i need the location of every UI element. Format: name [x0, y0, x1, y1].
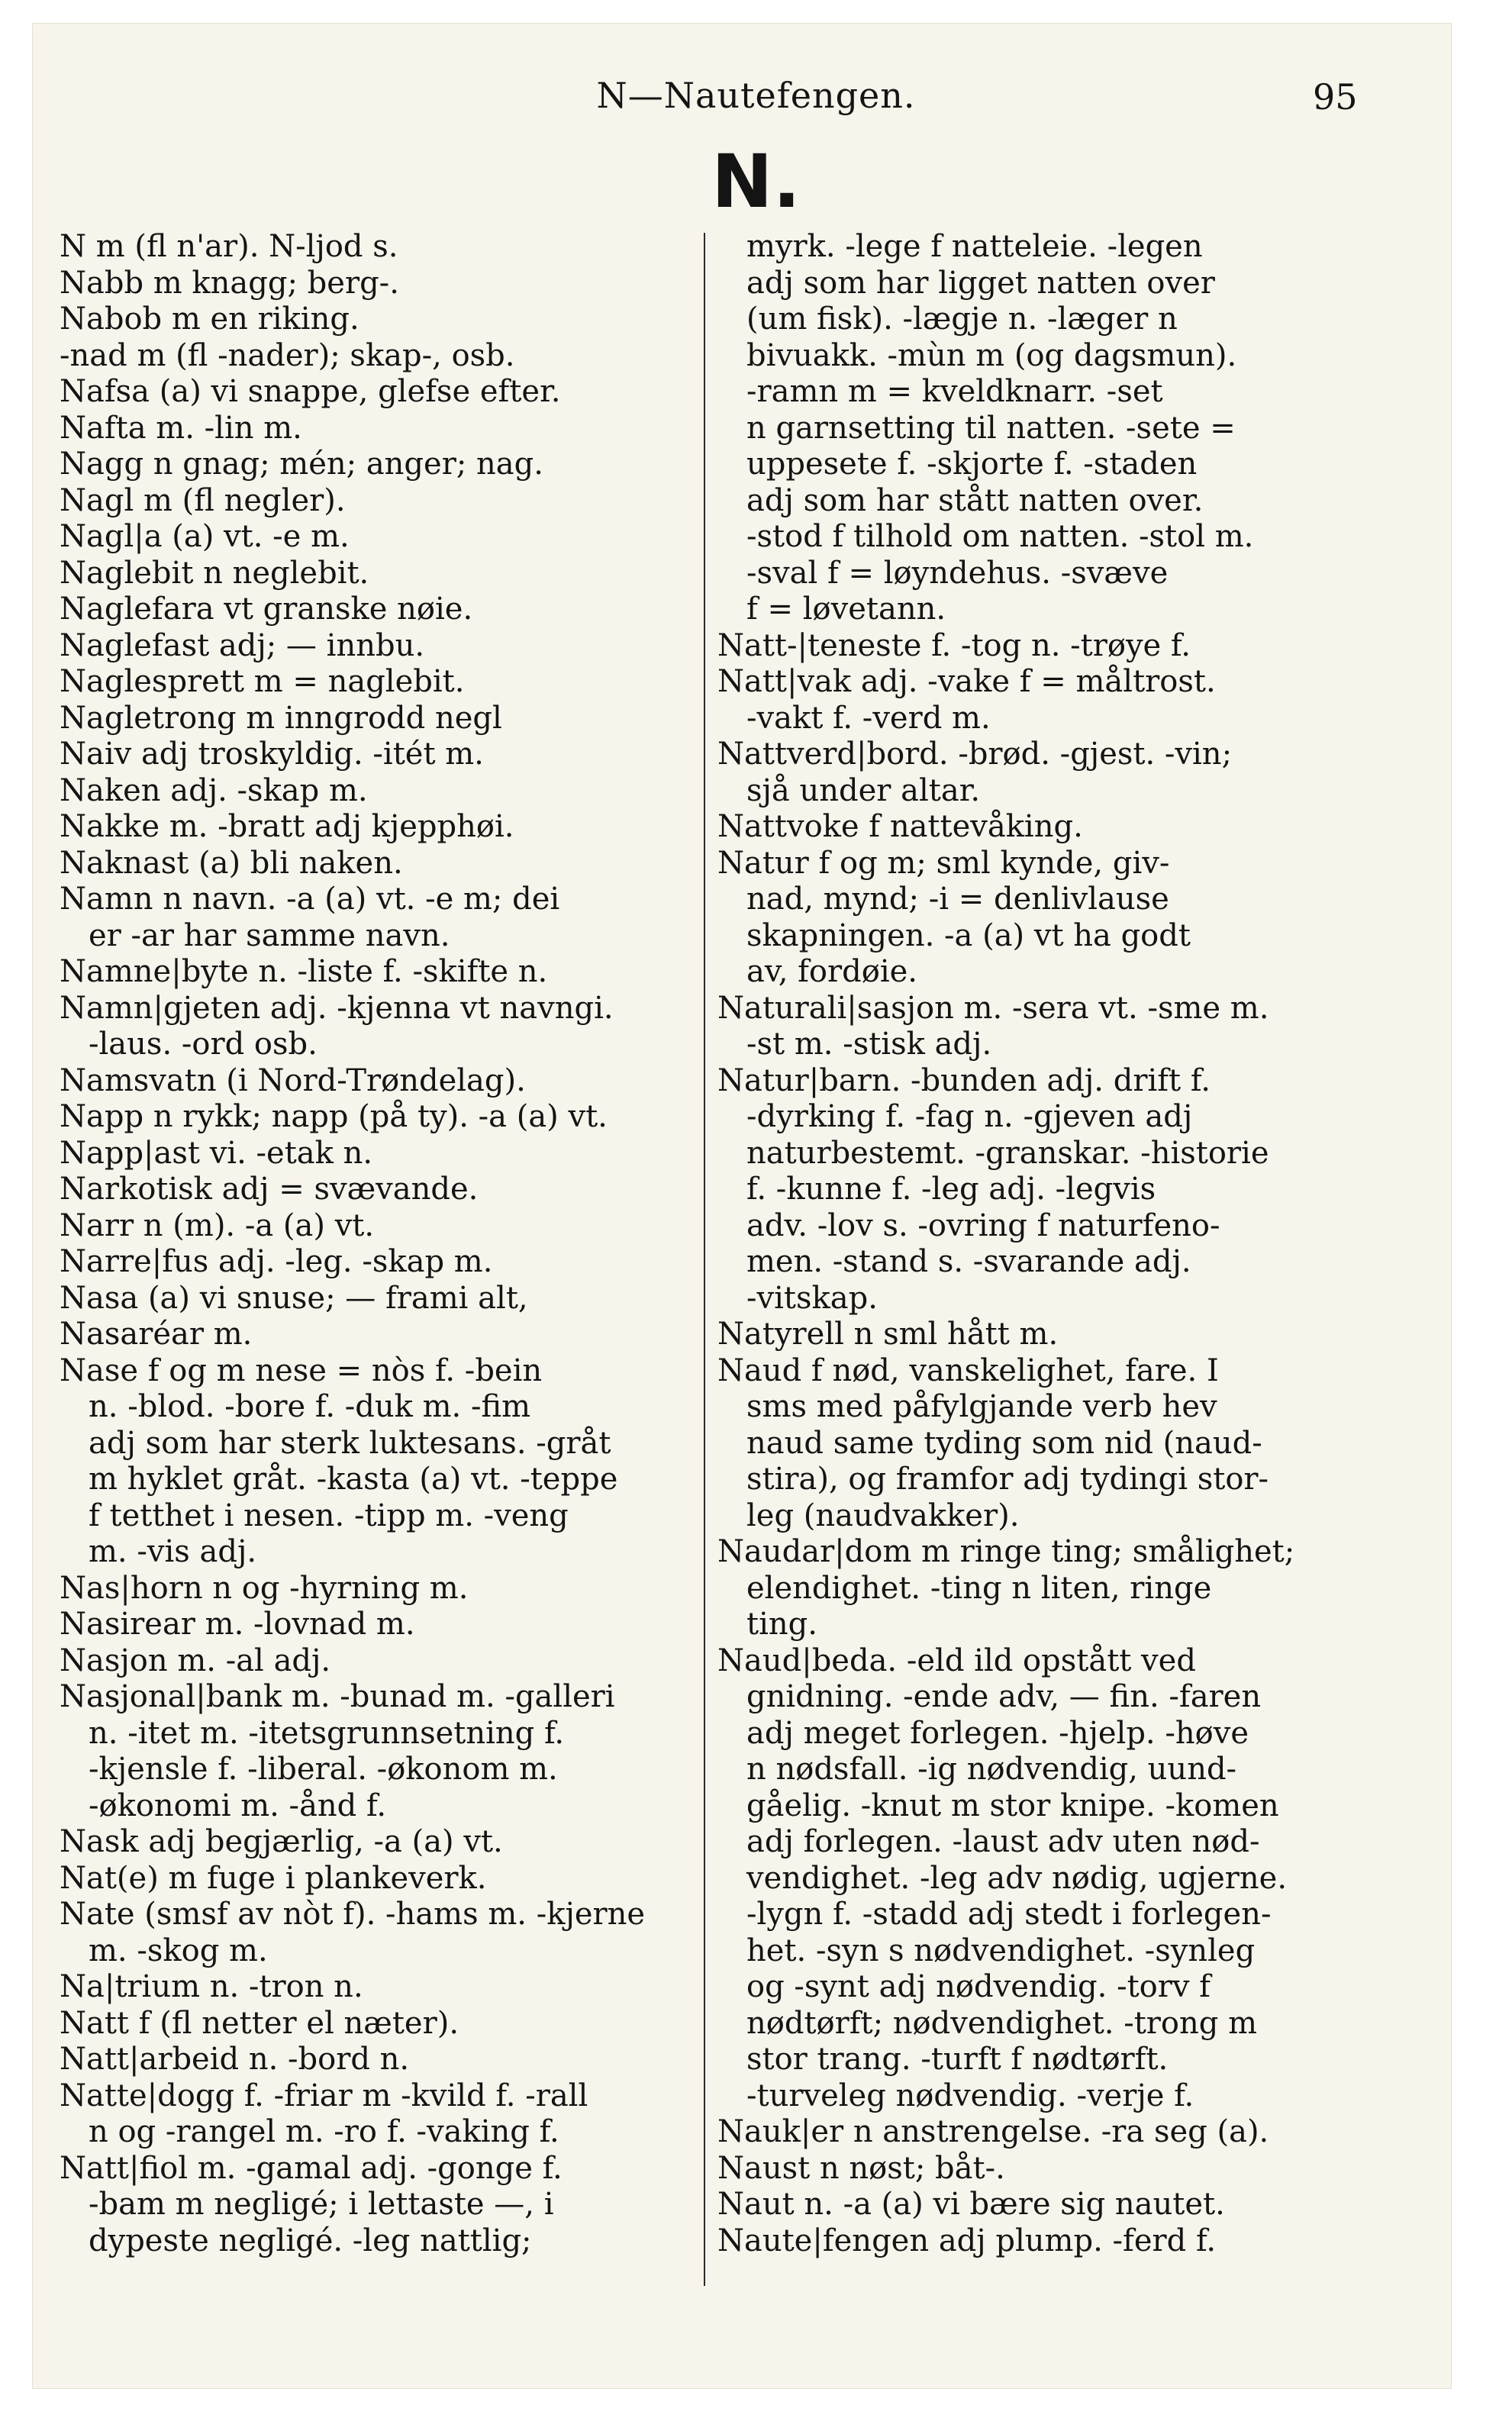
section-letter: N.	[711, 139, 801, 224]
dictionary-line: n nødsfall. -ig nødvendig, uund-	[746, 1752, 1237, 1787]
dictionary-line: sms med påfylgjande verb hev	[746, 1389, 1217, 1424]
page-number: 95	[1313, 76, 1358, 118]
dictionary-line: Naglefast adj; — innbu.	[60, 627, 425, 663]
dictionary-line: Nakke m. -bratt adj kjepphøi.	[60, 809, 514, 844]
dictionary-line: gnidning. -ende adv, — fin. -faren	[746, 1679, 1262, 1714]
dictionary-line: Nas|horn n og -hyrning m.	[60, 1570, 469, 1606]
right-column	[717, 229, 1359, 2259]
dictionary-line: Namne|byte n. -liste f. -skifte n.	[60, 954, 548, 989]
dictionary-line: Naud f nød, vanskelighet, fare. I	[717, 1352, 1219, 1388]
dictionary-line: n garnsetting til natten. -sete =	[746, 410, 1236, 446]
dictionary-line: naturbestemt. -granskar. -historie	[746, 1135, 1269, 1171]
dictionary-line: Nat(e) m fuge i plankeverk.	[60, 1860, 487, 1896]
dictionary-line: adj som har ligget natten over	[746, 265, 1215, 301]
dictionary-line: -dyrking f. -fag n. -gjeven adj	[746, 1099, 1193, 1134]
dictionary-line: Naken adj. -skap m.	[60, 772, 368, 808]
dictionary-line: -nad m (fl -nader); skap-, osb.	[60, 337, 515, 373]
dictionary-line: -turveleg nødvendig. -verje f.	[746, 2078, 1194, 2113]
dictionary-line: Namn|gjeten adj. -kjenna vt navngi.	[60, 990, 614, 1026]
dictionary-line: er -ar har samme navn.	[89, 917, 450, 953]
dictionary-line: Nabob m en riking.	[60, 301, 359, 337]
dictionary-line: Naute|fengen adj plump. -ferd f.	[717, 2223, 1217, 2258]
dictionary-line: m. -skog m.	[89, 1933, 268, 1968]
dictionary-line: Napp n rykk; napp (på ty). -a (a) vt.	[60, 1099, 608, 1134]
dictionary-line: -st m. -stisk adj.	[746, 1027, 992, 1062]
dictionary-line: Naiv adj troskyldig. -itét m.	[60, 737, 484, 772]
dictionary-line: n. -blod. -bore f. -duk m. -fim	[89, 1389, 531, 1424]
dictionary-line: Nask adj begjærlig, -a (a) vt.	[60, 1824, 503, 1859]
dictionary-line: m hyklet gråt. -kasta (a) vt. -teppe	[89, 1462, 618, 1497]
dictionary-line: Naudar|dom m ringe ting; smålighet;	[717, 1534, 1295, 1569]
dictionary-line: Nagg n gnag; mén; anger; nag.	[60, 447, 543, 482]
dictionary-line: sjå under altar.	[746, 772, 981, 808]
dictionary-line: Naglefara vt granske nøie.	[60, 592, 473, 627]
dictionary-line: het. -syn s nødvendighet. -synleg	[746, 1933, 1256, 1968]
dictionary-line: Namn n navn. -a (a) vt. -e m; dei	[60, 882, 560, 917]
dictionary-line: men. -stand s. -svarande adj.	[746, 1244, 1191, 1279]
dictionary-line: adj som har sterk luktesans. -gråt	[89, 1425, 611, 1461]
dictionary-line: Nase f og m nese = nòs f. -bein	[60, 1352, 543, 1388]
dictionary-line: Natyrell n sml hått m.	[717, 1317, 1059, 1352]
dictionary-line: og -synt adj nødvendig. -torv f	[746, 1969, 1211, 2004]
dictionary-line: -sval f = løyndehus. -svæve	[746, 555, 1169, 591]
dictionary-line: Nasaréar m.	[60, 1317, 253, 1352]
dictionary-line: f tetthet i nesen. -tipp m. -veng	[89, 1497, 569, 1533]
dictionary-line: naud same tyding som nid (naud-	[746, 1425, 1262, 1461]
dictionary-line: Nagletrong m inngrodd negl	[60, 700, 502, 736]
dictionary-line: bivuakk. -mùn m (og dagsmun).	[746, 337, 1237, 373]
dictionary-line: dypeste negligé. -leg nattlig;	[89, 2223, 532, 2258]
dictionary-line: Nagl|a (a) vt. -e m.	[60, 519, 350, 554]
dictionary-line: adj forlegen. -laust adv uten nød-	[746, 1824, 1260, 1859]
dictionary-line: stira), og framfor adj tydingi stor-	[746, 1462, 1269, 1497]
dictionary-line: Nate (smsf av nòt f). -hams m. -kjerne	[60, 1897, 646, 1932]
dictionary-line: Nasjon m. -al adj.	[60, 1643, 331, 1678]
dictionary-line: Naglesprett m = naglebit.	[60, 664, 465, 699]
dictionary-line: f = løvetann.	[746, 592, 946, 627]
dictionary-line: Namsvatn (i Nord-Trøndelag).	[60, 1062, 526, 1098]
dictionary-line: f. -kunne f. -leg adj. -legvis	[746, 1172, 1156, 1207]
dictionary-line: Nafta m. -lin m.	[60, 410, 302, 446]
dictionary-line: Napp|ast vi. -etak n.	[60, 1135, 373, 1171]
dictionary-line: Na|trium n. -tron n.	[60, 1969, 363, 2004]
dictionary-line: elendighet. -ting n liten, ringe	[746, 1570, 1212, 1606]
dictionary-line: Nasjonal|bank m. -bunad m. -galleri	[60, 1679, 615, 1714]
dictionary-line: m. -vis adj.	[89, 1534, 257, 1569]
dictionary-line: Natur f og m; sml kynde, giv-	[717, 845, 1170, 881]
dictionary-line: leg (naudvakker).	[746, 1497, 1020, 1533]
dictionary-line: nad, mynd; -i = denlivlause	[746, 882, 1169, 917]
dictionary-line: Nattverd|bord. -brød. -gjest. -vin;	[717, 737, 1233, 772]
dictionary-line: Naglebit n neglebit.	[60, 555, 369, 591]
dictionary-line: skapningen. -a (a) vt ha godt	[746, 917, 1191, 953]
dictionary-line: Nasa (a) vi snuse; — frami alt,	[60, 1280, 528, 1316]
dictionary-line: n. -itet m. -itetsgrunnsetning f.	[89, 1715, 565, 1751]
dictionary-line: Nafsa (a) vi snappe, glefse efter.	[60, 374, 561, 409]
dictionary-line: Nagl m (fl negler).	[60, 482, 346, 518]
dictionary-line: uppesete f. -skjorte f. -staden	[746, 447, 1198, 482]
dictionary-line: (um fisk). -lægje n. -læger n	[746, 301, 1178, 337]
dictionary-line: Naknast (a) bli naken.	[60, 845, 403, 881]
dictionary-line: Nasirear m. -lovnad m.	[60, 1607, 415, 1642]
dictionary-line: Nauk|er n anstrengelse. -ra seg (a).	[717, 2114, 1269, 2149]
dictionary-line: Naut n. -a (a) vi bære sig nautet.	[717, 2187, 1225, 2222]
dictionary-line: -vakt f. -verd m.	[746, 700, 991, 736]
dictionary-line: gåelig. -knut m stor knipe. -komen	[746, 1788, 1279, 1823]
dictionary-line: Nabb m knagg; berg-.	[60, 265, 399, 301]
dictionary-line: Naust n nøst; båt-.	[717, 2150, 1005, 2186]
dictionary-line: n og -rangel m. -ro f. -vaking f.	[89, 2114, 559, 2149]
dictionary-line: Natt f (fl netter el næter).	[60, 2005, 459, 2041]
dictionary-line: -lygn f. -stadd adj stedt i forlegen-	[746, 1897, 1272, 1932]
dictionary-line: -kjensle f. -liberal. -økonom m.	[89, 1752, 558, 1787]
dictionary-line: Natur|barn. -bunden adj. drift f.	[717, 1062, 1211, 1098]
dictionary-line: -ramn m = kveldknarr. -set	[746, 374, 1163, 409]
running-head: N—Nautefengen.	[596, 75, 916, 116]
dictionary-line: Naud|beda. -eld ild opstått ved	[717, 1643, 1196, 1678]
dictionary-line: -laus. -ord osb.	[89, 1027, 318, 1062]
dictionary-line: Natt|vak adj. -vake f = måltrost.	[717, 664, 1216, 699]
dictionary-line: Natt|fiol m. -gamal adj. -gonge f.	[60, 2150, 563, 2186]
dictionary-line: adv. -lov s. -ovring f naturfeno-	[746, 1207, 1220, 1243]
dictionary-line: stor trang. -turft f nødtørft.	[746, 2042, 1169, 2077]
dictionary-line: -økonomi m. -ånd f.	[89, 1788, 387, 1823]
dictionary-line: Natt|arbeid n. -bord n.	[60, 2042, 410, 2077]
dictionary-line: vendighet. -leg adv nødig, ugjerne.	[746, 1860, 1288, 1896]
dictionary-line: -stod f tilhold om natten. -stol m.	[746, 519, 1254, 554]
dictionary-line: Natt-|teneste f. -tog n. -trøye f.	[717, 627, 1191, 663]
dictionary-line: Natte|dogg f. -friar m -kvild f. -rall	[60, 2078, 588, 2113]
dictionary-line: Nattvoke f nattevåking.	[717, 809, 1083, 844]
left-column	[60, 229, 693, 2259]
dictionary-line: Naturali|sasjon m. -sera vt. -sme m.	[717, 990, 1269, 1026]
dictionary-line: ting.	[746, 1607, 817, 1642]
dictionary-line: -bam m negligé; i lettaste —, i	[89, 2187, 554, 2222]
dictionary-line: -vitskap.	[746, 1280, 878, 1316]
dictionary-line: Narre|fus adj. -leg. -skap m.	[60, 1244, 493, 1279]
dictionary-line: Narr n (m). -a (a) vt.	[60, 1207, 375, 1243]
dictionary-line: av, fordøie.	[746, 954, 918, 989]
dictionary-line: adj som har stått natten over.	[746, 482, 1204, 518]
dictionary-line: Narkotisk adj = svævande.	[60, 1172, 479, 1207]
dictionary-line: nødtørft; nødvendighet. -trong m	[746, 2005, 1258, 2041]
dictionary-line: N m (fl n'ar). N-ljod s.	[60, 229, 398, 264]
dictionary-line: adj meget forlegen. -hjelp. -høve	[746, 1715, 1249, 1751]
column-divider	[704, 233, 705, 2286]
dictionary-line: myrk. -lege f natteleie. -legen	[746, 229, 1203, 264]
